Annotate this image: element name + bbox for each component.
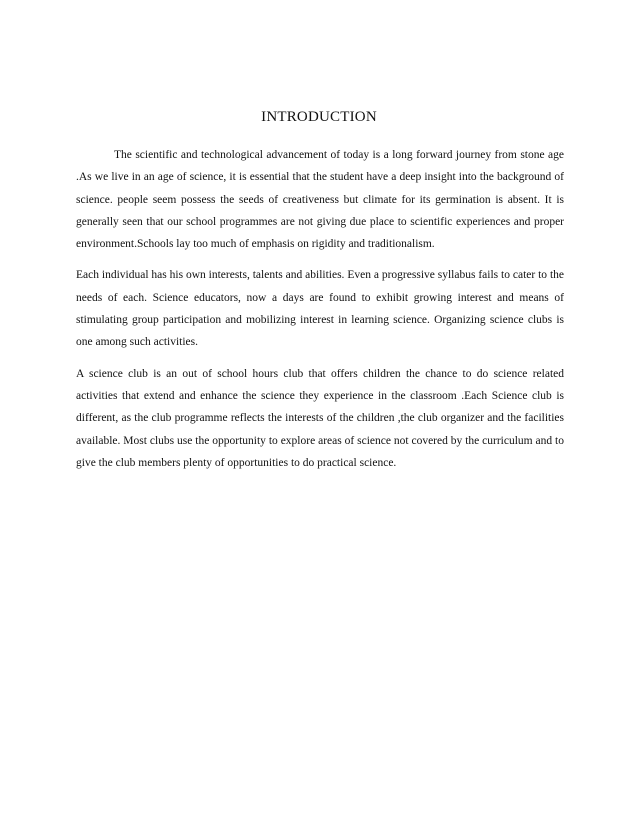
paragraph-2: Each individual has his own interests, talents and abilities. Even a progressive syllabus fails to cater to the needs of each. Science educators, now a days are found to exhibit growing interest and means of stimulating group participation and mobilizing interest in learning science. Organizing science clubs is one among such activities. [76,269,564,349]
paragraph-1: The scientific and technological advancement of today is a long forward journey from stone age .As we live in an age of science, it is essential that the student have a deep insight into the background of science. people seem possess the seeds of creativeness but climate for its germination is absent. It is generally seen that our school programmes are not giving due place to scientific experiences and proper environment.Schools lay too much of emphasis on rigidity and traditionalism. [76,149,564,251]
paragraph-3: A science club is an out of school hours club that offers children the chance to do science related activities that extend and enhance the science they experience in the classroom .Each Science club is different, as the club programme reflects the interests of the children ,the club organizer and the facilities available. Most clubs use the opportunity to explore areas of science not covered by the curriculum and to give the club members plenty of opportunities to do practical science. [76,367,564,469]
document-body [76,144,564,474]
page-heading: INTRODUCTION [261,109,377,125]
